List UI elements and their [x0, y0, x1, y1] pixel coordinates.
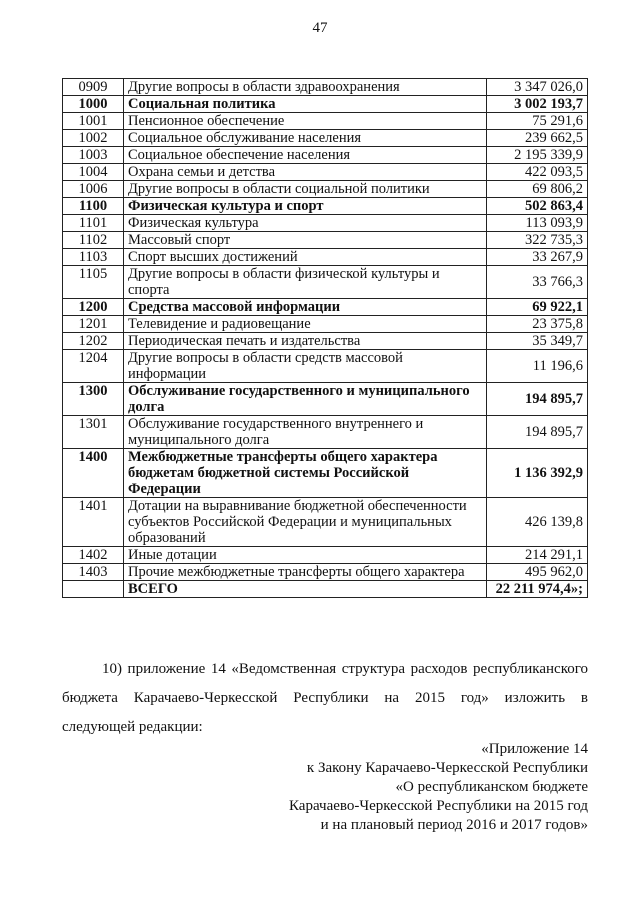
table-row	[63, 96, 588, 113]
table-row	[63, 164, 588, 181]
row-title: Прочие межбюджетные трансферты общего характера	[124, 564, 487, 581]
row-value: 194 895,7	[487, 416, 588, 449]
appendix-line-3: «О республиканском бюджете	[395, 779, 588, 795]
row-value: 69 922,1	[487, 299, 588, 316]
row-code: 1401	[63, 498, 124, 547]
paragraph-line-2: бюджета Карачаево-Черкесской Республики на 2015 год» изложить в	[62, 690, 588, 706]
row-code: 1006	[63, 181, 124, 198]
row-code: 1103	[63, 249, 124, 266]
appendix-line-1: «Приложение 14	[481, 741, 588, 757]
row-title: Социальное обслуживание населения	[124, 130, 487, 147]
table-row	[63, 113, 588, 130]
row-title: Обслуживание государственного и муниципального долга	[124, 383, 487, 416]
row-value: 3 002 193,7	[487, 96, 588, 113]
row-title: Обслуживание государственного внутреннего и муниципального долга	[124, 416, 487, 449]
paragraph-line-3: следующей редакции:	[62, 719, 203, 735]
table-row	[63, 249, 588, 266]
appendix-line-2: к Закону Карачаево-Черкесской Республики	[306, 760, 588, 776]
row-code: 1105	[63, 266, 124, 299]
row-title: Периодическая печать и издательства	[124, 333, 487, 350]
table-row	[63, 181, 588, 198]
row-title: Пенсионное обеспечение	[124, 113, 487, 130]
row-code: 1300	[63, 383, 124, 416]
appendix-line-5: и на плановый период 2016 и 2017 годов»	[320, 817, 588, 833]
row-title: Другие вопросы в области здравоохранения	[124, 79, 487, 96]
row-value: 69 806,2	[487, 181, 588, 198]
row-code: 1000	[63, 96, 124, 113]
row-code: 1001	[63, 113, 124, 130]
row-code: 0909	[63, 79, 124, 96]
table-row	[63, 147, 588, 164]
row-value: 322 735,3	[487, 232, 588, 249]
table-row	[63, 416, 588, 449]
table-row	[63, 498, 588, 547]
row-title: Охрана семьи и детства	[124, 164, 487, 181]
row-code: 1002	[63, 130, 124, 147]
table-row	[63, 130, 588, 147]
row-value: 33 267,9	[487, 249, 588, 266]
row-code	[63, 581, 124, 598]
row-title: Средства массовой информации	[124, 299, 487, 316]
row-title: Социальная политика	[124, 96, 487, 113]
row-value: 3 347 026,0	[487, 79, 588, 96]
table-row	[63, 333, 588, 350]
budget-table-body	[63, 79, 588, 598]
amendment-paragraph	[62, 655, 588, 742]
paragraph-line-1: 10) приложение 14 «Ведомственная структура расходов республиканского	[102, 661, 588, 677]
row-title: Другие вопросы в области социальной политики	[124, 181, 487, 198]
row-code: 1003	[63, 147, 124, 164]
row-title: Другие вопросы в области средств массовой информации	[124, 350, 487, 383]
appendix-heading	[188, 740, 588, 835]
row-code: 1301	[63, 416, 124, 449]
row-value: 495 962,0	[487, 564, 588, 581]
row-value: 35 349,7	[487, 333, 588, 350]
row-value: 75 291,6	[487, 113, 588, 130]
row-code: 1100	[63, 198, 124, 215]
table-row	[63, 316, 588, 333]
row-value: 1 136 392,9	[487, 449, 588, 498]
row-code: 1200	[63, 299, 124, 316]
row-value: 113 093,9	[487, 215, 588, 232]
row-value: 33 766,3	[487, 266, 588, 299]
row-code: 1201	[63, 316, 124, 333]
row-code: 1403	[63, 564, 124, 581]
table-row	[63, 564, 588, 581]
row-title: Другие вопросы в области физической культуры и спорта	[124, 266, 487, 299]
row-title: ВСЕГО	[124, 581, 487, 598]
row-code: 1400	[63, 449, 124, 498]
table-row	[63, 299, 588, 316]
page-number: 47	[312, 20, 328, 36]
row-code: 1101	[63, 215, 124, 232]
table-row	[63, 383, 588, 416]
table-row	[63, 198, 588, 215]
row-title: Телевидение и радиовещание	[124, 316, 487, 333]
row-title: Социальное обеспечение населения	[124, 147, 487, 164]
appendix-line-4: Карачаево-Черкесской Республики на 2015 год	[289, 798, 588, 814]
row-title: Физическая культура	[124, 215, 487, 232]
table-row	[63, 581, 588, 598]
table-row	[63, 449, 588, 498]
table-row	[63, 547, 588, 564]
row-value: 426 139,8	[487, 498, 588, 547]
row-value: 214 291,1	[487, 547, 588, 564]
row-value: 422 093,5	[487, 164, 588, 181]
row-value: 502 863,4	[487, 198, 588, 215]
row-title: Дотации на выравнивание бюджетной обеспеченности субъектов Российской Федерации и муниципальных образований	[124, 498, 487, 547]
table-row	[63, 232, 588, 249]
row-code: 1204	[63, 350, 124, 383]
row-value: 194 895,7	[487, 383, 588, 416]
row-code: 1102	[63, 232, 124, 249]
row-value: 23 375,8	[487, 316, 588, 333]
row-title: Спорт высших достижений	[124, 249, 487, 266]
budget-table	[62, 78, 588, 598]
row-title: Массовый спорт	[124, 232, 487, 249]
table-row	[63, 79, 588, 96]
table-row	[63, 266, 588, 299]
row-value: 11 196,6	[487, 350, 588, 383]
row-value: 2 195 339,9	[487, 147, 588, 164]
row-code: 1202	[63, 333, 124, 350]
row-code: 1402	[63, 547, 124, 564]
row-title: Межбюджетные трансферты общего характера бюджетам бюджетной системы Российской Федерации	[124, 449, 487, 498]
table-row	[63, 215, 588, 232]
table-row	[63, 350, 588, 383]
row-title: Иные дотации	[124, 547, 487, 564]
row-code: 1004	[63, 164, 124, 181]
row-value: 22 211 974,4»;	[487, 581, 588, 598]
row-title: Физическая культура и спорт	[124, 198, 487, 215]
row-value: 239 662,5	[487, 130, 588, 147]
